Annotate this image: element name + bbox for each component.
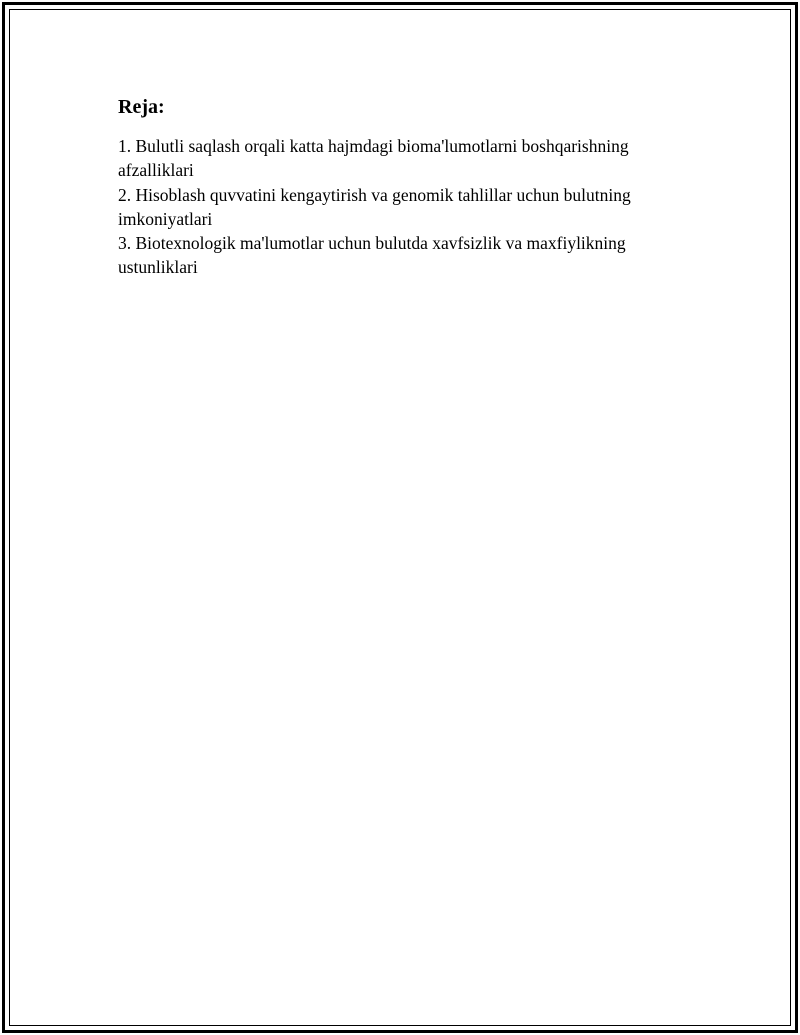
plan-item-1: 1. Bulutli saqlash orqali katta hajmdagi bioma'lumotlarni boshqarishning afzalliklari xyxy=(118,136,629,181)
page-content xyxy=(118,94,678,280)
plan-item-3: 3. Biotexnologik ma'lumotlar uchun bulutda xavfsizlik va maxfiylikning ustunliklari xyxy=(118,233,626,278)
plan-list xyxy=(118,134,678,280)
page-heading: Reja: xyxy=(118,96,165,118)
plan-item-2: 2. Hisoblash quvvatini kengaytirish va genomik tahlillar uchun bulutning imkoniyatlari xyxy=(118,184,631,229)
